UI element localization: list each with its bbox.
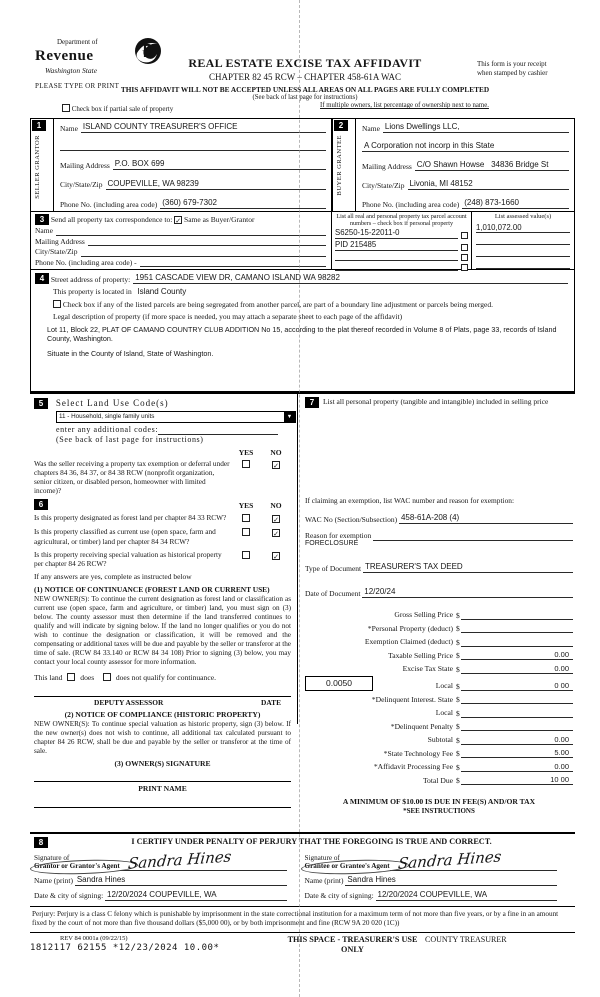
- fee-value-subtotal: 0.00: [461, 735, 573, 745]
- fee-value-delinq-local[interactable]: [461, 717, 573, 718]
- parcel-number-4[interactable]: [335, 262, 458, 271]
- doc-date-field: 12/20/24: [362, 587, 573, 598]
- grantee-print-label: Name (print): [304, 876, 344, 886]
- no-header: NO: [270, 448, 282, 458]
- form-instructions: (See back of last page for instructions): [252, 94, 358, 102]
- located-in-field: Island County: [137, 287, 187, 296]
- left-column: [30, 394, 297, 832]
- buyer-extra-field: A Corporation not incorp in this State: [362, 141, 569, 152]
- county-treasurer-label: COUNTY TREASURER: [425, 934, 507, 944]
- grantee-print-name: Sandra Hines: [345, 875, 557, 886]
- grantee-date-label: Date & city of signing:: [304, 891, 374, 901]
- treasurer-space-label: THIS SPACE - TREASURER'S USE ONLY: [287, 934, 418, 954]
- seller-name-field: ISLAND COUNTY TREASURER'S OFFICE: [81, 122, 326, 133]
- land-use-dropdown[interactable]: [56, 411, 296, 423]
- s6-question-1: Is this property designated as forest land per chapter 84 33 RCW?: [34, 513, 227, 523]
- fee-value-taxable: 0.00: [461, 650, 573, 660]
- notice-continuance-body: NEW OWNER(S): To continue the current designation as forest land or classification as current use (open space, farm and agriculture, or timber) land, you must sign on (3) below. The county assessor must then determine if the land transferred continues to qualify and will indicate by signing below. If the land no longer qualifies or you do not wish to continue the designation or classification, it will be removed and the compensating or additional taxes will be due and payable by the seller or transferor at the time of sale. (RCW 84 33.140 or RCW 84 34 108) Prior to signing (3) below, you may contact your local county assessor for more information.: [34, 594, 291, 666]
- grantor-date-city: 12/20/2024 COUPEVILLE, WA: [105, 890, 286, 901]
- grantor-print-label: Name (print): [34, 876, 73, 886]
- fee-label-gross: Gross Selling Price: [394, 610, 453, 620]
- exemption-intro: If claiming an exemption, list WAC number and reason for exemption:: [305, 496, 515, 505]
- buyer-grantee-box: [332, 118, 575, 212]
- s6-q2-yes-checkbox[interactable]: [242, 528, 250, 536]
- buyer-phone-field: (248) 873-1660: [462, 198, 569, 209]
- tax-correspondence-box: [30, 212, 332, 270]
- buyer-citystatezip-label: City/State/Zip: [362, 180, 405, 190]
- personal-property-title: List all personal property (tangible and intangible) included in selling price: [323, 397, 549, 406]
- fee-label-excise-state: Excise Tax State: [402, 664, 453, 674]
- dollar-sign: $: [456, 610, 460, 620]
- buyer-mailing-field: C/O Shawn Howse 34836 Bridge St: [415, 160, 569, 171]
- dollar-sign: $: [456, 637, 460, 647]
- grantor-signature[interactable]: Sandra Hines: [126, 847, 233, 873]
- assessed-values-box: [472, 212, 575, 270]
- agency-name-line1: Department of: [57, 38, 98, 46]
- additional-codes-label: enter any additional codes:: [56, 425, 159, 435]
- fee-value-total-due: 10 00: [461, 775, 573, 785]
- fee-value-delinq-state[interactable]: [461, 703, 573, 704]
- grantee-date-city: 12/20/2024 COUPEVILLE, WA: [376, 890, 557, 901]
- same-as-buyer-label: Same as Buyer/Grantor: [184, 215, 255, 224]
- seller-extra-field[interactable]: [60, 142, 326, 151]
- partial-sale-checkbox[interactable]: [62, 104, 70, 112]
- print-name-label: PRINT NAME: [138, 784, 187, 794]
- street-address-label: Street address of property:: [50, 274, 131, 284]
- seller-grantor-box: [30, 118, 332, 212]
- certification-section: [30, 832, 575, 901]
- located-in-label: This property is located in: [53, 287, 132, 296]
- fee-table: [305, 606, 573, 785]
- dollar-sign: $: [456, 708, 460, 718]
- agency-name-line2: Revenue: [35, 47, 94, 64]
- buyer-grantee-vertical-label: BUYER GRANTEE: [336, 135, 343, 196]
- assessed-value-1: 1,010,072.00: [476, 223, 570, 233]
- notice-compliance-body: NEW OWNER(S): To continue special valuation as historic property, sign (3) below. If the new owner(s) does not wish to continue, all additional tax calculated pursuant to chapter 84 26 RCW, shall be due and payable by the seller or transferor at the time of sale.: [34, 719, 291, 755]
- seller-citystatezip-field: COUPEVILLE, WA 98239: [106, 179, 327, 190]
- s5-question: Was the seller receiving a property tax exemption or deferral under chapters 84 36, 84 37, or 84 38 RCW (nonprofit organization, senior citizen, or disabled person, homeowner with limited income)?: [34, 458, 230, 495]
- receipt-note: This form is your receipt when stamped by cashier: [477, 60, 548, 77]
- form-title: REAL ESTATE EXCISE TAX AFFIDAVIT: [188, 56, 422, 70]
- doc-type-field: TREASURER'S TAX DEED: [363, 562, 573, 573]
- legal-description-label: Legal description of property (if more space is needed, you may attach a separate sheet to each page of the affidavit): [53, 312, 403, 322]
- doc-type-label: Type of Document: [305, 564, 362, 573]
- corr-name-field[interactable]: [56, 235, 326, 236]
- s6-no-header: NO: [270, 500, 282, 510]
- parcel-numbers-box: [332, 212, 472, 270]
- fee-value-personal[interactable]: [461, 632, 573, 633]
- fee-value-local: 0 00: [461, 681, 573, 691]
- s5-yes-checkbox[interactable]: [242, 460, 250, 468]
- assessed-values-header: List assessed value(s): [494, 213, 552, 220]
- buyer-phone-label: Phone No. (including area code): [362, 199, 460, 209]
- see-back-label: (See back of last page for instructions): [56, 435, 204, 445]
- section7-badge: 7: [305, 397, 319, 408]
- fee-label-subtotal: Subtotal: [427, 735, 453, 745]
- s6-question-3: Is this property receiving special valuation as historical property per chapter 84 26 RCW?: [34, 549, 222, 568]
- wac-field: 458-61A-208 (4): [399, 513, 573, 524]
- partial-sale-label: Check box if partial sale of property: [71, 105, 174, 113]
- same-as-buyer-checkbox[interactable]: ✓: [175, 217, 182, 225]
- doc-date-label: Date of Document: [305, 589, 361, 598]
- fee-label-delinq-state: *Delinquent Interest. State: [371, 694, 453, 704]
- parcel4-personal-checkbox[interactable]: [461, 264, 468, 271]
- fee-label-tech-fee: *State Technology Fee: [383, 748, 453, 758]
- dollar-sign: $: [456, 664, 460, 674]
- fee-label-local: Local: [435, 681, 453, 691]
- corr-phone-field[interactable]: [140, 266, 326, 267]
- date-label: DATE: [261, 697, 281, 707]
- s6-yes-header: YES: [238, 500, 254, 510]
- street-address-field: 1951 CASCADE VIEW DR, CAMANO ISLAND WA 98282: [133, 273, 433, 284]
- dollar-sign: $: [456, 722, 460, 731]
- s6-q3-no-checkbox[interactable]: ✓: [273, 552, 279, 561]
- fee-label-processing-fee: *Affidavit Processing Fee: [373, 762, 453, 772]
- print-name-line[interactable]: [34, 807, 291, 808]
- if-yes-note: If any answers are yes, complete as instructed below: [34, 571, 192, 581]
- fee-label-personal: *Personal Property (deduct): [367, 623, 453, 633]
- parcel-number-1: S6250-15-22011-0: [335, 228, 458, 239]
- fee-value-excise-state: 0.00: [461, 664, 573, 674]
- buyer-citystatezip-field: Livonia, MI 48152: [408, 179, 570, 190]
- corr-phone-label: Phone No. (including area code) -: [35, 257, 137, 267]
- fee-value-processing-fee: 0.00: [461, 762, 573, 772]
- corr-citystatezip-field[interactable]: [81, 256, 327, 257]
- perjury-notice: Perjury: Perjury is a class C felony which is punishable by imprisonment in the state correctional institution for a maximum term of not more than five years, or by a fine in an amount fixed by the court of not more than five thousand dollars ($5,000 00), or by both imprisonment and fine (RCW 9A 20 020 (1C)): [30, 906, 575, 933]
- section3-badge: 3: [35, 214, 49, 225]
- dollar-sign: $: [456, 735, 460, 745]
- grantor-date-label: Date & city of signing:: [34, 891, 104, 901]
- seller-citystatezip-label: City/State/Zip: [60, 180, 103, 190]
- parcel-numbers-header: List all real and personal property tax parcel account numbers – check box if personal property: [336, 213, 467, 228]
- dropdown-arrow-icon[interactable]: ▼: [284, 412, 295, 422]
- land-does-checkbox[interactable]: [67, 673, 75, 681]
- deputy-assessor-label: DEPUTY ASSESSOR: [94, 697, 164, 707]
- dollar-sign: $: [456, 651, 460, 660]
- segregated-label: Check box if any of the listed parcels are being segregated from another parcel, are part of a boundary line adjustment or parcels being merged.: [62, 300, 493, 309]
- seller-mailing-field: P.O. BOX 699: [113, 159, 326, 170]
- fee-label-total-due: Total Due: [422, 775, 453, 785]
- does-label: does: [80, 672, 95, 682]
- land-does-not-checkbox[interactable]: [103, 673, 111, 681]
- please-type-label: PLEASE TYPE OR PRINT: [35, 82, 120, 90]
- parcel3-personal-checkbox[interactable]: [461, 254, 468, 261]
- notice-compliance-title: (2) NOTICE OF COMPLIANCE (HISTORIC PROPERTY): [64, 710, 261, 720]
- land-use-title: Select Land Use Code(s): [55, 398, 169, 408]
- cashier-receipt-stamp: 1812117 62155 *12/23/2024 10.00*: [30, 942, 220, 953]
- legal-description-text: Lot 11, Block 22, PLAT OF CAMANO COUNTRY CLUB ADDITION No 15, according to the plat thereof recorded in Volume 8 of Plats, page 33, records of Island County, Washington.: [47, 324, 557, 343]
- buyer-name-label: Name: [362, 123, 380, 133]
- section1-badge: 1: [32, 120, 46, 131]
- right-column: [297, 394, 575, 832]
- reason-field[interactable]: [373, 532, 573, 541]
- does-not-label: does not qualify for continuance.: [115, 672, 216, 682]
- s6-question-2: Is this property classified as current use (open space, farm and agricultural, or timber) land per chapter 84 34 RCW?: [34, 527, 216, 546]
- dollar-sign: $: [456, 681, 460, 691]
- this-land-label: This land: [34, 672, 63, 682]
- parcel2-personal-checkbox[interactable]: [461, 244, 468, 251]
- seller-grantor-vertical-label: SELLER GRANTOR: [34, 135, 41, 199]
- local-rate-box: 0.0050: [305, 676, 373, 691]
- fee-label-delinq-local: Local: [435, 708, 453, 718]
- yes-header: YES: [238, 448, 254, 458]
- section6-badge: 6: [34, 499, 48, 510]
- seller-name-label: Name: [60, 123, 78, 133]
- notice-continuance-title: (1) NOTICE OF CONTINUANCE (FOREST LAND OR CURRENT USE): [34, 585, 270, 595]
- fee-label-exemption: Exemption Claimed (deduct): [364, 637, 453, 647]
- fee-value-gross[interactable]: [461, 619, 573, 620]
- dollar-sign: $: [456, 624, 460, 633]
- seller-phone-field: (360) 679-7302: [160, 198, 326, 209]
- land-use-selected-value: 11 - Household, single family units: [59, 413, 155, 421]
- section2-badge: 2: [334, 120, 348, 131]
- s6-q3-yes-checkbox[interactable]: [242, 551, 250, 559]
- form-header: [0, 0, 600, 118]
- owners-signature-line[interactable]: [34, 781, 291, 782]
- s6-q2-no-checkbox[interactable]: ✓: [273, 530, 279, 539]
- segregated-checkbox[interactable]: [53, 300, 61, 308]
- form-revision: REV 84 0001a (09/22/15): [60, 934, 128, 942]
- corr-name-label: Name: [35, 226, 53, 236]
- seller-mailing-label: Mailing Address: [60, 160, 110, 170]
- grantor-print-name: Sandra Hines: [75, 875, 287, 886]
- corr-citystatezip-label: City/State/Zip: [35, 247, 78, 257]
- section5-badge: 5: [34, 398, 48, 409]
- s5-no-checkbox[interactable]: ✓: [273, 461, 279, 470]
- assessed-value-3[interactable]: [476, 247, 570, 257]
- owners-signature-label: (3) OWNER(S) SIGNATURE: [114, 758, 211, 768]
- certify-statement: I CERTIFY UNDER PENALTY OF PERJURY THAT THE FOREGOING IS TRUE AND CORRECT.: [131, 837, 492, 846]
- assessed-value-2[interactable]: [476, 235, 570, 245]
- parcel-number-2: PID 215485: [335, 240, 458, 251]
- agency-name-line3: Washington State: [45, 65, 98, 75]
- section4-badge: 4: [35, 273, 49, 284]
- assessed-value-4[interactable]: [476, 259, 570, 269]
- grantor-sig-label: Signature of Grantor or Grantor's Agent: [34, 854, 120, 871]
- situate-text: Situate in the County of Island, State of Washington.: [47, 348, 214, 358]
- corr-mailing-field[interactable]: [88, 245, 326, 246]
- street-address-extra-line: [433, 283, 568, 284]
- fee-label-taxable: Taxable Selling Price: [388, 650, 453, 660]
- fee-value-tech-fee: 5.00: [461, 748, 573, 758]
- parcel-number-3[interactable]: [335, 252, 458, 261]
- seller-phone-label: Phone No. (including area code): [60, 199, 158, 209]
- section8-badge: 8: [34, 837, 48, 848]
- minimum-due-note: A MINIMUM OF $10.00 IS DUE IN FEE(S) AND/OR TAX *SEE INSTRUCTIONS: [342, 797, 536, 815]
- form-chapter: CHAPTER 82 45 RCW – CHAPTER 458-61A WAC: [209, 72, 401, 82]
- reason-value: FORECLOSURE: [305, 539, 359, 547]
- property-location-box: [30, 270, 575, 392]
- multiple-owners-note: If multiple owners, list percentage of ownership next to name.: [320, 102, 489, 109]
- wac-label: WAC No (Section/Subsection): [305, 514, 398, 524]
- s6-q1-no-checkbox[interactable]: ✓: [273, 516, 279, 525]
- buyer-mailing-label: Mailing Address: [362, 161, 412, 171]
- grantee-signature-block: [304, 847, 576, 901]
- grantee-sig-label: Signature of Grantee or Grantee's Agent: [305, 854, 390, 871]
- parcel1-personal-checkbox[interactable]: [461, 232, 468, 239]
- correspondence-label: Send all property tax correspondence to:: [50, 215, 173, 224]
- fee-label-penalty: *Delinquent Penalty: [390, 721, 453, 731]
- dollar-sign: $: [456, 695, 460, 704]
- dollar-sign: $: [456, 776, 460, 785]
- dollar-sign: $: [456, 749, 460, 758]
- grantor-signature-block: [34, 847, 305, 901]
- fee-value-exemption[interactable]: [461, 646, 573, 647]
- form-footer: [30, 935, 575, 956]
- buyer-name-field: Lions Dwellings LLC,: [383, 122, 569, 133]
- form-notice: THIS AFFIDAVIT WILL NOT BE ACCEPTED UNLESS ALL AREAS ON ALL PAGES ARE FULLY COMPLETED: [120, 85, 490, 95]
- fee-value-penalty[interactable]: [461, 730, 573, 731]
- s6-q1-yes-checkbox[interactable]: [242, 514, 250, 522]
- dollar-sign: $: [456, 762, 460, 772]
- corr-mailing-label: Mailing Address: [35, 236, 85, 246]
- grantee-signature[interactable]: Sandra Hines: [396, 847, 502, 873]
- reason-label: Reason for exemption: [305, 531, 372, 541]
